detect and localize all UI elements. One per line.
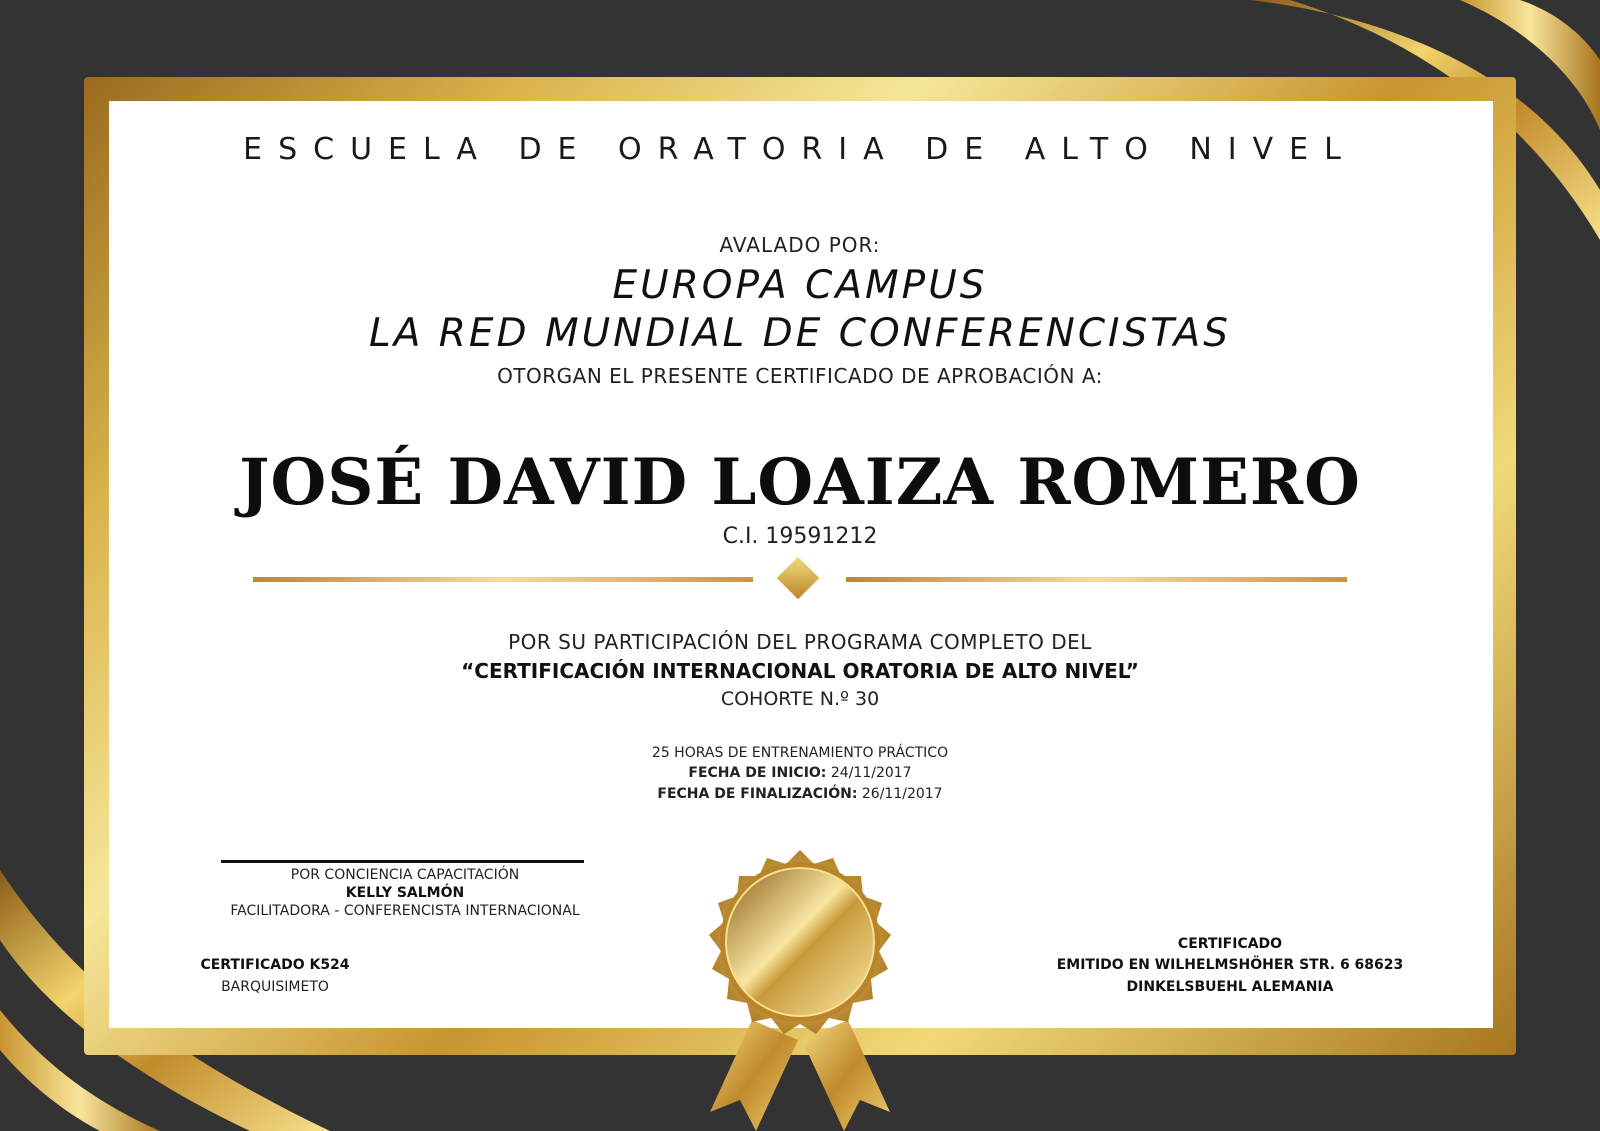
participation-text: POR SU PARTICIPACIÓN DEL PROGRAMA COMPLETO DEL [508, 630, 1092, 654]
signer-role: FACILITADORA - CONFERENCISTA INTERNACIONAL [230, 903, 580, 919]
signature-line [221, 860, 584, 863]
certificate-code: CERTIFICADO K524 [200, 957, 350, 973]
issued-line1: CERTIFICADO [1177, 936, 1283, 952]
endorsed-by-label: AVALADO POR: [719, 233, 881, 257]
start-date-line [0, 765, 1600, 781]
gold-medal-seal-icon [690, 850, 910, 1131]
program-name: “CERTIFICACIÓN INTERNACIONAL ORATORIA DE ALTO NIVEL” [461, 659, 1139, 683]
certificate-city: BARQUISIMETO [221, 979, 329, 995]
signer-name: KELLY SALMÓN [345, 885, 465, 901]
training-hours: 25 HORAS DE ENTRENAMIENTO PRÁCTICO [651, 745, 949, 761]
org-name-line2: LA RED MUNDIAL DE CONFERENCISTAS [368, 311, 1231, 356]
recipient-id: C.I. 19591212 [722, 524, 878, 549]
divider-right [846, 577, 1347, 582]
org-name-line1: EUROPA CAMPUS [612, 263, 988, 308]
signature-company: POR CONCIENCIA CAPACITACIÓN [290, 867, 520, 883]
issued-line2: EMITIDO EN WILHELMSHÖHER STR. 6 68623 [1056, 957, 1404, 973]
cohort: COHORTE N.º 30 [720, 688, 880, 710]
end-date-label: FECHA DE FINALIZACIÓN: [657, 786, 858, 802]
start-date: 24/11/2017 [830, 765, 912, 781]
start-date-label: FECHA DE INICIO: [688, 765, 827, 781]
end-date: 26/11/2017 [861, 786, 943, 802]
issued-line3: DINKELSBUEHL ALEMANIA [1126, 979, 1334, 995]
grant-text: OTORGAN EL PRESENTE CERTIFICADO DE APROBACIÓN A: [497, 364, 1103, 388]
school-name: ESCUELA DE ORATORIA DE ALTO NIVEL [243, 132, 1357, 167]
divider-left [253, 577, 753, 582]
end-date-line [0, 786, 1600, 802]
recipient-name: JOSÉ DAVID LOAIZA ROMERO [239, 445, 1361, 520]
